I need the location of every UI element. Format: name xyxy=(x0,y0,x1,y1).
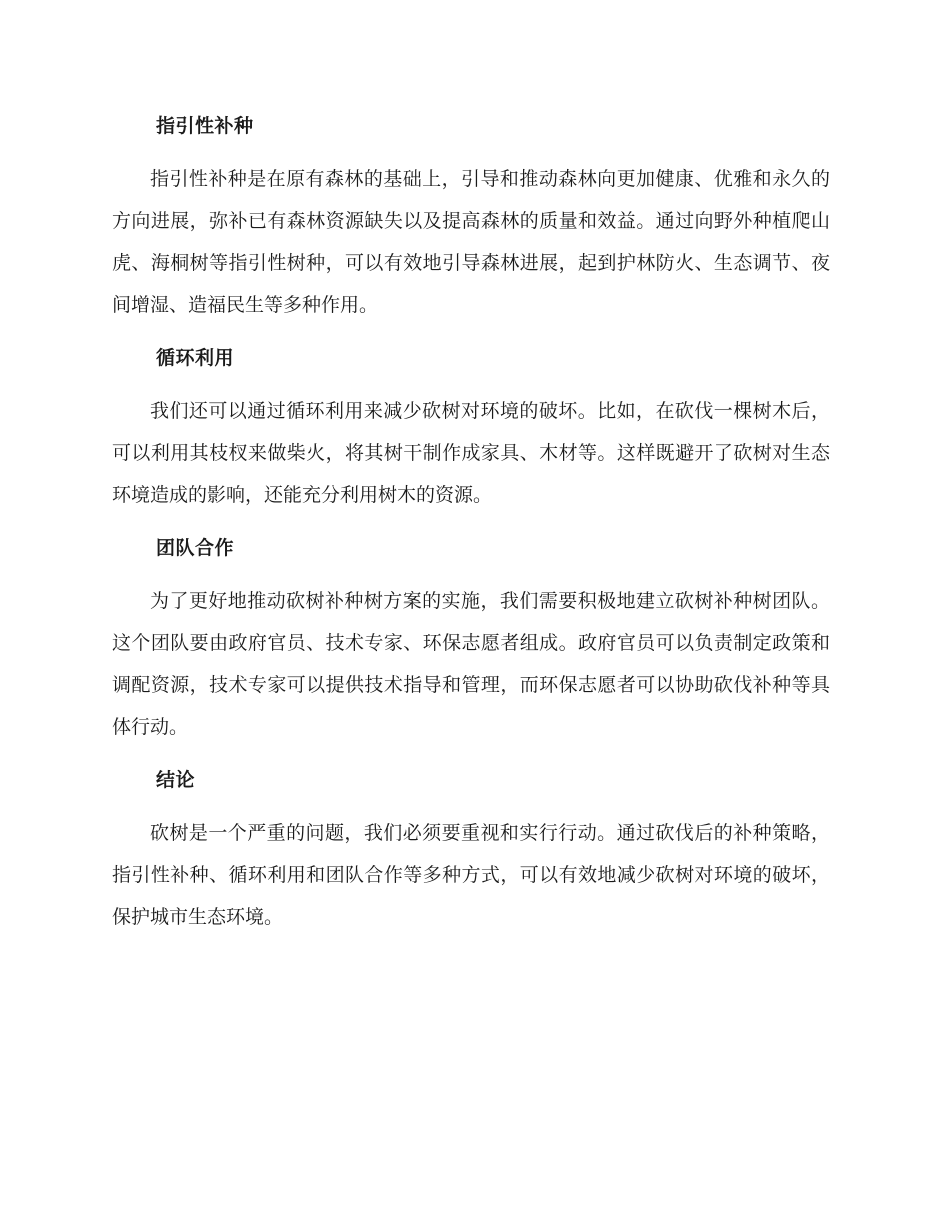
section-body-teamwork: 为了更好地推动砍树补种树方案的实施，我们需要积极地建立砍树补种树团队。这个团队要由政府官员、技术专家、环保志愿者组成。政府官员可以负责制定政策和调配资源，技术专家可以提供技术指导和管理，而环保志愿者可以协助砍伐补种等具体行动。 xyxy=(112,590,830,738)
section-heading-teamwork: 团队合作 xyxy=(156,537,235,559)
section-body-guided-replanting: 指引性补种是在原有森林的基础上，引导和推动森林向更加健康、优雅和永久的方向进展，弥补已有森林资源缺失以及提高森林的质量和效益。通过向野外种植爬山虎、海桐树等指引性树种，可以有效地引导森林进展，起到护林防火、生态调节、夜间增湿、造福民生等多种作用。 xyxy=(112,168,830,316)
section-heading-conclusion: 结论 xyxy=(156,769,196,791)
section-heading-recycling: 循环利用 xyxy=(156,347,235,369)
section-body-recycling: 我们还可以通过循环利用来减少砍树对环境的破坏。比如，在砍伐一棵树木后，可以利用其枝杈来做柴火，将其树干制作成家具、木材等。这样既避开了砍树对生态环境造成的影响，还能充分利用树木的资源。 xyxy=(112,400,830,506)
section-heading-guided-replanting: 指引性补种 xyxy=(156,115,254,137)
document-content xyxy=(112,108,830,952)
section-body-conclusion: 砍树是一个严重的问题，我们必须要重视和实行行动。通过砍伐后的补种策略，指引性补种、循环利用和团队合作等多种方式，可以有效地减少砍树对环境的破坏，保护城市生态环境。 xyxy=(112,822,830,928)
